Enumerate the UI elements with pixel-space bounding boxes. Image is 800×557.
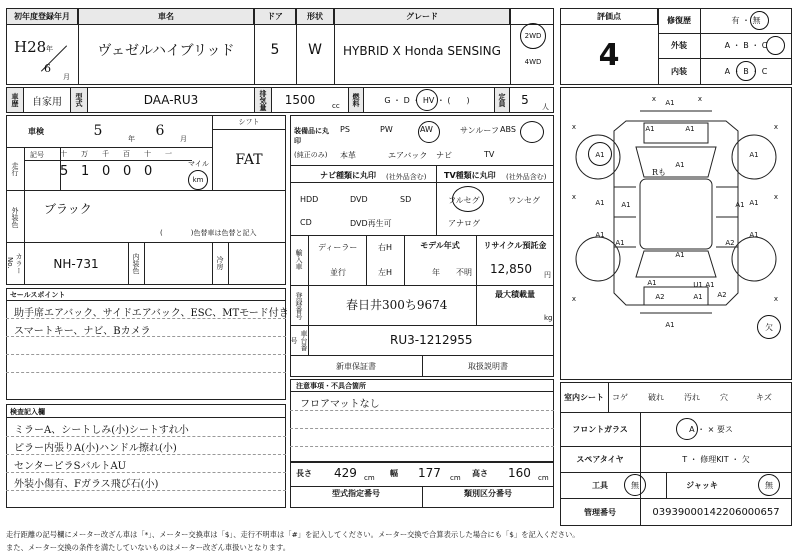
repair-circle xyxy=(750,11,769,30)
digit-value: 5 xyxy=(60,164,69,179)
wid-unit: cm xyxy=(450,474,461,482)
disp-value: 1500 xyxy=(284,93,316,107)
damage-mark: A1 xyxy=(675,161,685,169)
digit-label: 十 xyxy=(144,150,151,158)
tv-sub: (社外品含む) xyxy=(506,173,547,181)
parallel-label: 並行 xyxy=(330,268,346,277)
warranty-label: 新車保証書 xyxy=(336,361,376,371)
capacity-label: 定員 xyxy=(494,87,510,113)
model-year-unit: 年 xyxy=(432,268,440,277)
tick-mark: x xyxy=(773,193,779,201)
drive-4wd: 4WD xyxy=(524,58,542,66)
type-label: 型式指定番号 xyxy=(332,488,380,498)
manual-label: 取扱説明書 xyxy=(468,361,508,371)
disp-label: 排気量 xyxy=(254,87,272,113)
model-year-value: 不明 xyxy=(456,268,472,277)
name-label: 車名 xyxy=(78,8,254,25)
notes-line-1: フロアマットなし xyxy=(300,399,380,410)
usage-label: 車歴 xyxy=(6,87,24,113)
exterior-label: 外装 xyxy=(671,41,687,50)
tv-label: TV種類に丸印 xyxy=(444,171,496,180)
digit-value: 0 xyxy=(144,164,153,179)
model-label: 型式 xyxy=(70,87,88,113)
notes-label: 注意事項・不具合箇所 xyxy=(296,382,366,390)
abs-circle xyxy=(520,121,544,143)
shape-label: 形状 xyxy=(296,8,334,25)
color-note: ( )色替車は色替と記入 xyxy=(160,229,257,237)
color-value: ブラック xyxy=(44,202,92,216)
sales-line-1: 助手席エアバック、サイドエアバック、ESC、MTモード付き xyxy=(14,308,289,319)
damage-mark: A1 xyxy=(749,151,759,159)
registration-label: 登録番号 xyxy=(295,292,303,320)
damage-mark: A1 xyxy=(685,125,695,133)
left-h-label: 左H xyxy=(378,268,393,277)
equipment-item: ABS xyxy=(500,125,516,134)
grade-value: HYBRID X Honda SENSING xyxy=(343,43,501,58)
inspection-year: 5 xyxy=(93,123,103,139)
diagram-center-mark: Rも xyxy=(652,168,667,177)
model-value: DAA-RU3 xyxy=(143,93,199,107)
recycle-label: リサイクル預託金 xyxy=(483,240,547,250)
digit-value: 1 xyxy=(81,164,90,179)
tick-mark: x xyxy=(651,95,657,103)
tv-item: ワンセグ xyxy=(508,196,540,205)
door-value: 5 xyxy=(270,42,280,58)
chassis-label: 車台番号 xyxy=(290,329,308,351)
navi-item: CD xyxy=(300,218,312,227)
footer-line-2: また、メーター交換の条件を満たしていないものはメーター改ざん車扱いとなります。 xyxy=(6,543,290,552)
mgmt-label: 管理番号 xyxy=(584,507,616,517)
windshield-label: フロントガラス xyxy=(572,424,628,434)
recycle-unit: 円 xyxy=(544,271,551,279)
color-no-value: NH-731 xyxy=(53,257,99,271)
damage-mark: A1 xyxy=(595,199,605,207)
diagram-kasu: 欠 xyxy=(765,322,773,332)
damage-mark: A1 xyxy=(749,199,759,207)
damage-mark: A1 xyxy=(615,239,625,247)
inspector-line-1: ミラーA、シートしみ(小)シートすれ小 xyxy=(14,425,189,436)
damage-mark: A1 xyxy=(749,231,759,239)
dealer-label: ディーラー xyxy=(318,243,358,252)
exterior-opts: A ・ B ・ C xyxy=(724,41,768,50)
inspection-month: 6 xyxy=(155,123,165,139)
navi-sub: (社外品含む) xyxy=(386,173,427,181)
digit-value: 0 xyxy=(102,164,111,179)
digit-value: 0 xyxy=(123,164,132,179)
fullseg-circle xyxy=(452,186,484,212)
hgt-value: 160 xyxy=(508,466,531,480)
digit-label: 万 xyxy=(81,150,88,158)
ac-label: 冷房 xyxy=(216,256,224,270)
damage-mark: A2 xyxy=(655,293,665,301)
color-no-label: カラーNo. xyxy=(6,252,23,274)
mile-label: マイル xyxy=(188,160,209,168)
recycle-value: 12,850 xyxy=(490,262,532,276)
repair-opts: 有 ・ 無 xyxy=(731,16,761,25)
inspection-label: 車検 xyxy=(28,126,44,136)
shift-label: シフト xyxy=(238,118,260,126)
digit-label: 十 xyxy=(60,150,67,158)
tick-mark: x xyxy=(571,123,577,131)
model-year-label: モデル年式 xyxy=(420,240,460,250)
shift-value: FAT xyxy=(235,152,263,168)
wid-label: 幅 xyxy=(390,469,398,478)
damage-mark: A1 xyxy=(735,201,745,209)
max-load-label: 最大積載量 xyxy=(495,289,535,299)
wid-value: 177 xyxy=(418,466,441,480)
grade-label: グレード xyxy=(334,8,510,25)
damage-mark: A1 xyxy=(595,231,605,239)
damage-mark: A1 xyxy=(595,151,605,159)
fuel-hv-circle xyxy=(416,89,438,111)
equipment-sub: (純正のみ) xyxy=(294,151,328,159)
len-value: 429 xyxy=(334,466,357,480)
damage-mark: A1 xyxy=(621,201,631,209)
equipment-item: ナビ xyxy=(436,151,452,160)
tick-mark: x xyxy=(773,295,779,303)
score-label: 評価点 xyxy=(560,8,658,25)
navi-item: DVD xyxy=(350,195,368,204)
damage-mark: A1 xyxy=(647,279,657,287)
len-unit: cm xyxy=(364,474,375,482)
class-label: 類別区分番号 xyxy=(464,488,512,498)
car-name: ヴェゼルハイブリッド xyxy=(97,43,235,59)
seat-label: 室内シート xyxy=(564,392,604,402)
seat-opt: 穴 xyxy=(720,393,728,402)
damage-mark: A1 xyxy=(665,99,675,107)
fuel-opts: G ・ D ・ HV ・ ( ) xyxy=(384,95,470,105)
hgt-label: 高さ xyxy=(472,469,488,478)
spare-opts: T ・ 修理KIT ・ 欠 xyxy=(682,454,750,464)
seat-opt: コゲ xyxy=(612,393,628,402)
month-unit: 月 xyxy=(63,73,70,81)
score-value: 4 xyxy=(598,37,620,73)
navi-item: HDD xyxy=(300,195,319,204)
year-value: H28 xyxy=(14,38,47,56)
digit-label: 千 xyxy=(102,150,109,158)
equipment-label: 装備品に丸印 xyxy=(294,127,329,145)
interior-label: 内装 xyxy=(671,67,687,76)
right-h-label: 右H xyxy=(378,243,393,252)
usage-value: 自家用 xyxy=(32,96,62,108)
equipment-item: 本革 xyxy=(340,151,356,160)
tv-item: アナログ xyxy=(448,219,480,228)
jack-label: ジャッキ xyxy=(686,480,718,490)
diagram-wheel-circle xyxy=(588,142,612,166)
tools-value: 無 xyxy=(631,480,639,490)
sales-label: セールスポイント xyxy=(10,291,66,299)
damage-mark: A1 xyxy=(693,293,703,301)
year-unit: 年 xyxy=(46,45,53,53)
inspector-line-4: 外装小傷有、Fガラス飛び石(小) xyxy=(14,479,159,490)
capacity-unit: 人 xyxy=(542,103,549,111)
damage-mark: A1 xyxy=(705,281,715,289)
repair-label: 修復歴 xyxy=(667,16,691,25)
equipment-item: PS xyxy=(340,125,350,134)
damage-mark: U1 xyxy=(693,281,703,289)
navi-label: ナビ種類に丸印 xyxy=(320,171,376,180)
inspector-label: 検査記入欄 xyxy=(10,408,45,416)
aw-circle xyxy=(418,121,440,143)
km-label: km xyxy=(192,176,204,184)
windshield-opts: A ・ × 要ス xyxy=(689,424,733,434)
disp-unit: cc xyxy=(332,102,340,110)
exterior-circle xyxy=(766,36,785,55)
import-label: 輸入車 xyxy=(295,248,303,270)
equipment-item: エアバック xyxy=(388,151,428,160)
interior-opts: A ・ B ・ C xyxy=(724,67,768,76)
year-label: 初年度登録年月 xyxy=(6,8,78,25)
sales-line-2: スマートキー、ナビ、Bカメラ xyxy=(14,326,151,337)
tick-mark: x xyxy=(571,295,577,303)
equipment-item: AW xyxy=(420,125,433,134)
digit-label: 百 xyxy=(123,150,130,158)
digit-label: 一 xyxy=(165,150,172,158)
damage-mark: A2 xyxy=(725,239,735,247)
equipment-item: TV xyxy=(484,150,495,159)
inspection-year-unit: 年 xyxy=(128,135,135,143)
inspector-line-2: ピラー内張りA(小)ハンドル擦れ(小) xyxy=(14,443,177,454)
hgt-unit: cm xyxy=(538,474,549,482)
seat-opt: 汚れ xyxy=(684,393,700,402)
tv-item: フルセグ xyxy=(448,196,480,205)
registration-value: 春日井300ち9674 xyxy=(346,298,448,312)
shape-value: W xyxy=(308,42,322,58)
seat-opt: キズ xyxy=(756,393,772,402)
tools-label: 工具 xyxy=(592,480,608,490)
tick-mark: x xyxy=(773,123,779,131)
mileage-label: 走行 xyxy=(11,162,19,176)
equipment-item: サンルーフ xyxy=(460,126,499,135)
seat-opt: 破れ xyxy=(648,393,664,402)
len-label: 長さ xyxy=(296,469,312,478)
damage-mark: A1 xyxy=(675,251,685,259)
fuel-label: 燃料 xyxy=(348,87,364,113)
color-label: 外装色 xyxy=(11,206,19,228)
tick-mark: x xyxy=(571,193,577,201)
damage-mark: A1 xyxy=(665,321,675,329)
mgmt-value: 03939000142206000657 xyxy=(652,506,780,518)
interior-color-label: 内装色 xyxy=(132,252,140,274)
interior-circle xyxy=(736,61,756,81)
inspector-box xyxy=(6,404,286,508)
damage-mark: A2 xyxy=(717,291,727,299)
chassis-value: RU3-1212955 xyxy=(390,333,473,347)
tick-mark: x xyxy=(697,95,703,103)
damage-mark: A1 xyxy=(645,125,655,133)
footer-line-1: 走行距離の記号欄にメーター改ざん車は「*」、メーター交換車は「$」、走行不明車は「#」を記入してください。メーター交換で合算表示した場合にも「$」を記入ください。 xyxy=(6,530,580,539)
inspector-line-3: センターピラSバルトAU xyxy=(14,461,127,472)
symbol-label: 記号 xyxy=(30,151,44,159)
equipment-item: PW xyxy=(380,125,393,134)
windshield-circle xyxy=(676,418,698,440)
max-load-unit: kg xyxy=(544,314,553,322)
door-label: ドア xyxy=(254,8,296,25)
drive-2wd: 2WD xyxy=(524,32,542,40)
navi-item: SD xyxy=(400,195,412,204)
jack-value: 無 xyxy=(765,480,773,490)
inspection-month-unit: 月 xyxy=(180,135,187,143)
navi-item: DVD再生可 xyxy=(350,219,392,228)
spare-label: スペアタイヤ xyxy=(576,454,624,464)
month-value: 6 xyxy=(44,62,51,75)
capacity-value: 5 xyxy=(521,93,529,107)
